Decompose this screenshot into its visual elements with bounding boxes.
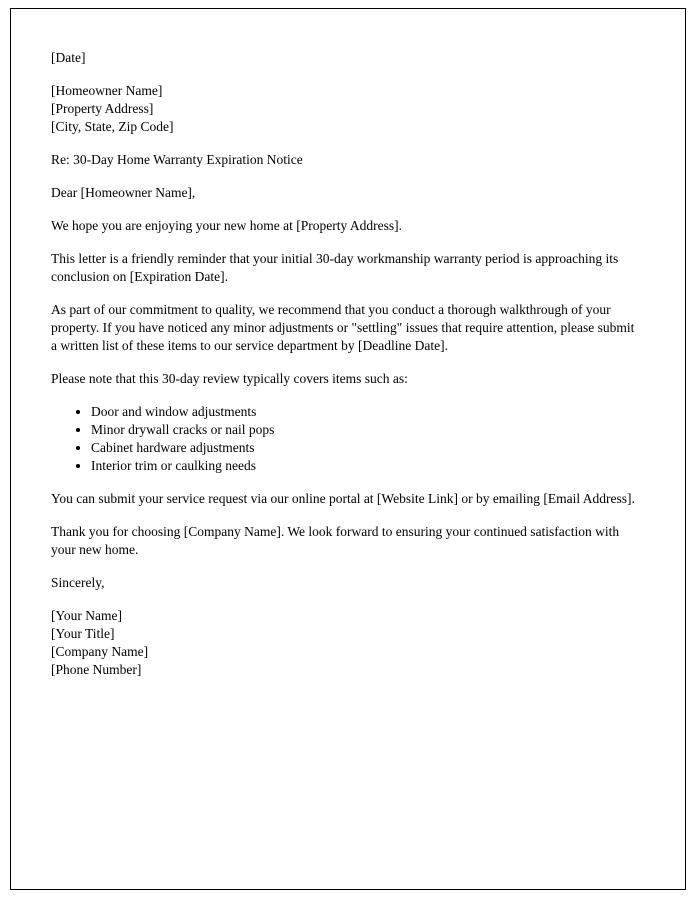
letter-paragraph-2: This letter is a friendly reminder that your initial 30-day workmanship warranty period is approaching its conclusion on [Expiration Date]. (51, 251, 619, 284)
signature-company: [Company Name] (51, 644, 149, 659)
recipient-name: [Homeowner Name] (51, 83, 163, 98)
letter-paragraph-5: You can submit your service request via our online portal at [Website Link] or by emailing [Email Address]. (51, 491, 635, 506)
closing: Sincerely, (51, 575, 105, 590)
recipient-block (51, 82, 639, 136)
letter-paragraph-3: As part of our commitment to quality, we recommend that you conduct a thorough walkthrough of your property. If you have noticed any minor adjustments or "settling" issues that require attention, please submit a written list of these items to our service department by [Deadline Date]. (51, 302, 635, 353)
salutation: Dear [Homeowner Name], (51, 185, 196, 200)
letter-page (10, 8, 686, 890)
recipient-city-state-zip: [City, State, Zip Code] (51, 119, 174, 134)
covered-items-list (51, 403, 639, 475)
subject-line: Re: 30-Day Home Warranty Expiration Notice (51, 152, 303, 167)
letter-paragraph-6: Thank you for choosing [Company Name]. We look forward to ensuring your continued satisfaction with your new home. (51, 524, 620, 557)
signature-phone: [Phone Number] (51, 662, 142, 677)
list-item: • Door and window adjustments (91, 403, 639, 421)
signature-name: [Your Name] (51, 608, 122, 623)
signature-title: [Your Title] (51, 626, 115, 641)
letter-date: [Date] (51, 50, 86, 65)
list-item: • Interior trim or caulking needs (91, 457, 639, 475)
letter-paragraph-1: We hope you are enjoying your new home at [Property Address]. (51, 218, 402, 233)
list-item: • Cabinet hardware adjustments (91, 439, 639, 457)
letter-paragraph-4: Please note that this 30-day review typically covers items such as: (51, 371, 408, 386)
list-item: • Minor drywall cracks or nail pops (91, 421, 639, 439)
recipient-address: [Property Address] (51, 101, 154, 116)
signature-block (51, 607, 639, 679)
